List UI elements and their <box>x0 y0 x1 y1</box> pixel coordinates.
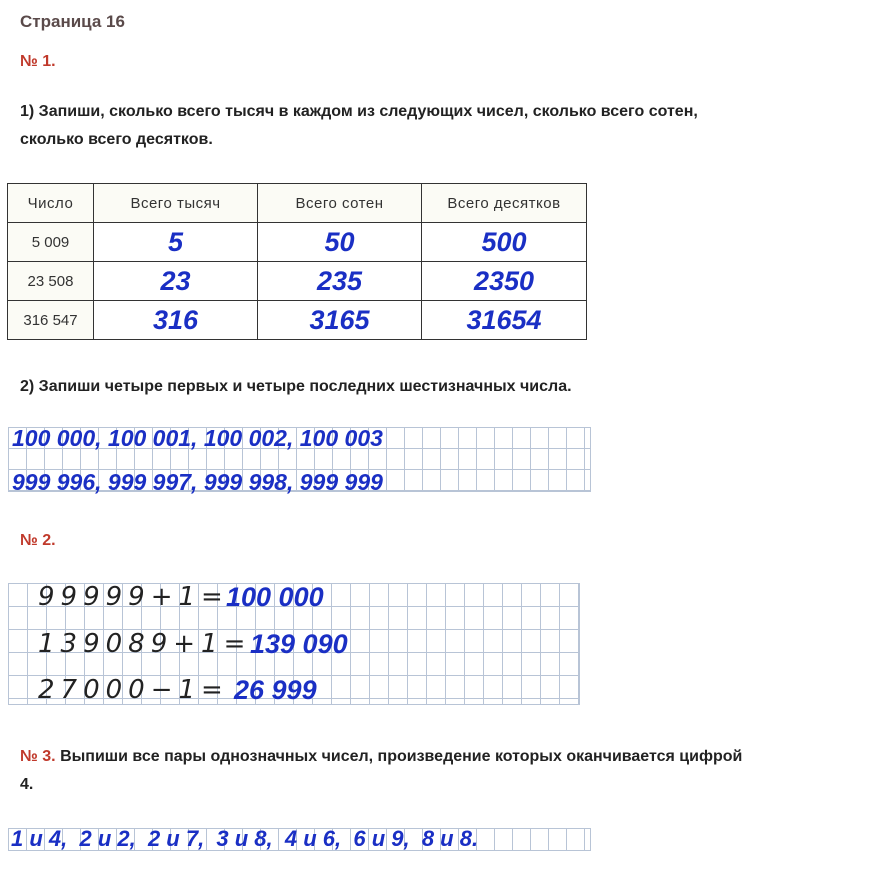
cell-number: 5 009 <box>8 223 94 262</box>
place-value-table <box>7 183 587 340</box>
task1-part1-text <box>20 98 698 154</box>
cell-tens: 2350 <box>422 262 587 301</box>
table-row <box>8 223 587 262</box>
cell-tens: 500 <box>422 223 587 262</box>
expression-1: 99999+1= <box>38 582 229 612</box>
expression-2: 139089+1= <box>38 629 252 659</box>
task1-heading: № 1. <box>20 53 56 70</box>
header-tens: Всего десятков <box>422 184 587 223</box>
task3-text <box>20 743 860 799</box>
expression-3: 27000−1= <box>38 675 229 705</box>
table-row <box>8 262 587 301</box>
header-hundreds: Всего сотен <box>258 184 422 223</box>
header-number: Число <box>8 184 94 223</box>
cell-number: 23 508 <box>8 262 94 301</box>
task1-part2-text: 2) Запиши четыре первых и четыре последних шестизначных числа. <box>20 378 572 395</box>
cell-tens: 31654 <box>422 301 587 340</box>
task3-text-line1: Выпиши все пары однозначных чисел, произведение которых оканчивается цифрой <box>60 748 743 765</box>
task3-heading: № 3. <box>20 748 56 765</box>
table-row <box>8 301 587 340</box>
cell-thousands: 5 <box>94 223 258 262</box>
answer-3: 26 999 <box>234 675 317 705</box>
task1-part1-line1: 1) Запиши, сколько всего тысяч в каждом из следующих чисел, сколько всего сотен, <box>20 103 698 120</box>
digit-pairs-answer: 1 и 4, 2 и 2, 2 и 7, 3 и 8, 4 и 6, 6 и 9, 8 и 8. <box>11 826 479 851</box>
cell-hundreds: 3165 <box>258 301 422 340</box>
task1-part1-line2: сколько всего десятков. <box>20 131 213 148</box>
cell-hundreds: 50 <box>258 223 422 262</box>
task3-text-line2: 4. <box>20 776 34 793</box>
page-title: Страница 16 <box>20 12 125 31</box>
header-thousands: Всего тысяч <box>94 184 258 223</box>
task2-heading: № 2. <box>20 532 56 549</box>
cell-thousands: 23 <box>94 262 258 301</box>
cell-number: 316 547 <box>8 301 94 340</box>
answer-1: 100 000 <box>226 582 324 612</box>
table-header-row <box>8 184 587 223</box>
cell-hundreds: 235 <box>258 262 422 301</box>
first-six-digit-numbers: 100 000, 100 001, 100 002, 100 003 <box>12 425 383 451</box>
last-six-digit-numbers: 999 996, 999 997, 999 998, 999 999 <box>12 469 383 495</box>
answer-2: 139 090 <box>250 629 348 659</box>
cell-thousands: 316 <box>94 301 258 340</box>
